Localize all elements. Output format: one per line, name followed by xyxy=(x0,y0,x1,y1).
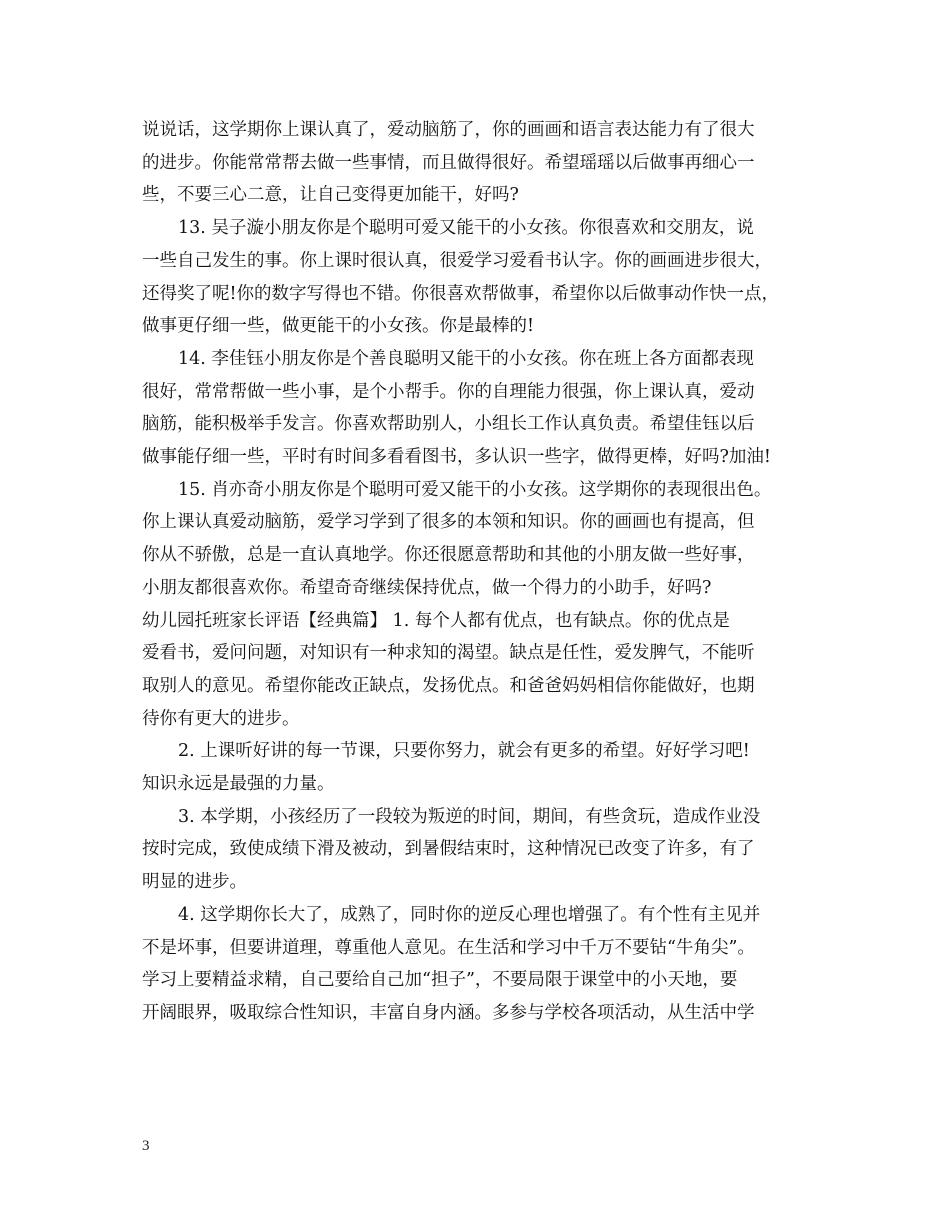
page-number: 3 xyxy=(142,1138,150,1154)
text-line: 2. 上课听好讲的每一节课，只要你努力，就会有更多的希望。好好学习吧! xyxy=(178,741,750,762)
text-line: 幼儿园托班家长评语【经典篇】 1. 每个人都有优点，也有缺点。你的优点是 xyxy=(142,610,730,631)
text-line: 按时完成，致使成绩下滑及被动，到暑假结束时，这种情况已改变了许多，有了 xyxy=(142,839,755,860)
text-line: 3. 本学期，小孩经历了一段较为叛逆的时间，期间，有些贪玩，造成作业没 xyxy=(178,806,761,827)
text-line: 你上课认真爱动脑筋，爱学习学到了很多的本领和知识。你的画画也有提高，但 xyxy=(142,512,755,533)
text-line: 15. 肖亦奇小朋友你是个聪明可爱又能干的小女孩。这学期你的表现很出色。 xyxy=(178,479,772,500)
text-line: 做事更仔细一些，做更能干的小女孩。你是最棒的! xyxy=(142,316,535,337)
text-line: 学习上要精益求精，自己要给自己加“担子”，不要局限于课堂中的小天地，要 xyxy=(142,970,738,991)
text-line: 知识永远是最强的力量。 xyxy=(142,774,335,794)
text-line: 13. 吴子漩小朋友你是个聪明可爱又能干的小女孩。你很喜欢和交朋友，说 xyxy=(178,218,754,239)
text-line: 些，不要三心二意，让自己变得更加能干，好吗? xyxy=(142,185,519,206)
text-line: 还得奖了呢!你的数字写得也不错。你很喜欢帮做事，希望你以后做事动作快一点， xyxy=(142,283,780,304)
text-line: 取别人的意见。希望你能改正缺点，发扬优点。和爸爸妈妈相信你能做好，也期 xyxy=(142,675,755,696)
text-line: 脑筋，能积极举手发言。你喜欢帮助别人，小组长工作认真负责。希望佳钰以后 xyxy=(142,414,755,435)
text-line: 待你有更大的进步。 xyxy=(142,708,300,729)
text-line: 14. 李佳钰小朋友你是个善良聪明又能干的小女孩。你在班上各方面都表现 xyxy=(178,348,754,369)
text-line: 做事能仔细一些，平时有时间多看看图书，多认识一些字，做得更棒，好吗?加油! xyxy=(142,447,771,467)
text-line: 很好，常常帮做一些小事，是个小帮手。你的自理能力很强，你上课认真，爱动 xyxy=(142,381,755,402)
text-line: 说说话，这学期你上课认真了，爱动脑筋了，你的画画和语言表达能力有了很大 xyxy=(142,120,755,140)
text-line: 开阔眼界，吸取综合性知识，丰富自身内涵。多参与学校各项活动，从生活中学 xyxy=(142,1002,755,1023)
text-line: 的进步。你能常常帮去做一些事情，而且做得很好。希望瑶瑶以后做事再细心一 xyxy=(142,152,755,173)
text-line: 4. 这学期你长大了，成熟了，同时你的逆反心理也增强了。有个性有主见并 xyxy=(178,904,761,925)
text-line: 爱看书，爱问问题，对知识有一种求知的渴望。缺点是任性，爱发脾气，不能听 xyxy=(142,643,755,664)
text-line: 不是坏事，但要讲道理，尊重他人意见。在生活和学习中千万不要钻“牛角尖”。 xyxy=(142,937,755,958)
text-line: 明显的进步。 xyxy=(142,872,247,893)
text-line: 小朋友都很喜欢你。希望奇奇继续保持优点，做一个得力的小助手，好吗? xyxy=(142,577,712,598)
text-line: 一些自己发生的事。你上课时很认真，很爱学习爱看书认字。你的画画进步很大， xyxy=(142,250,772,271)
text-line: 你从不骄傲，总是一直认真地学。你还很愿意帮助和其他的小朋友做一些好事， xyxy=(142,545,755,566)
